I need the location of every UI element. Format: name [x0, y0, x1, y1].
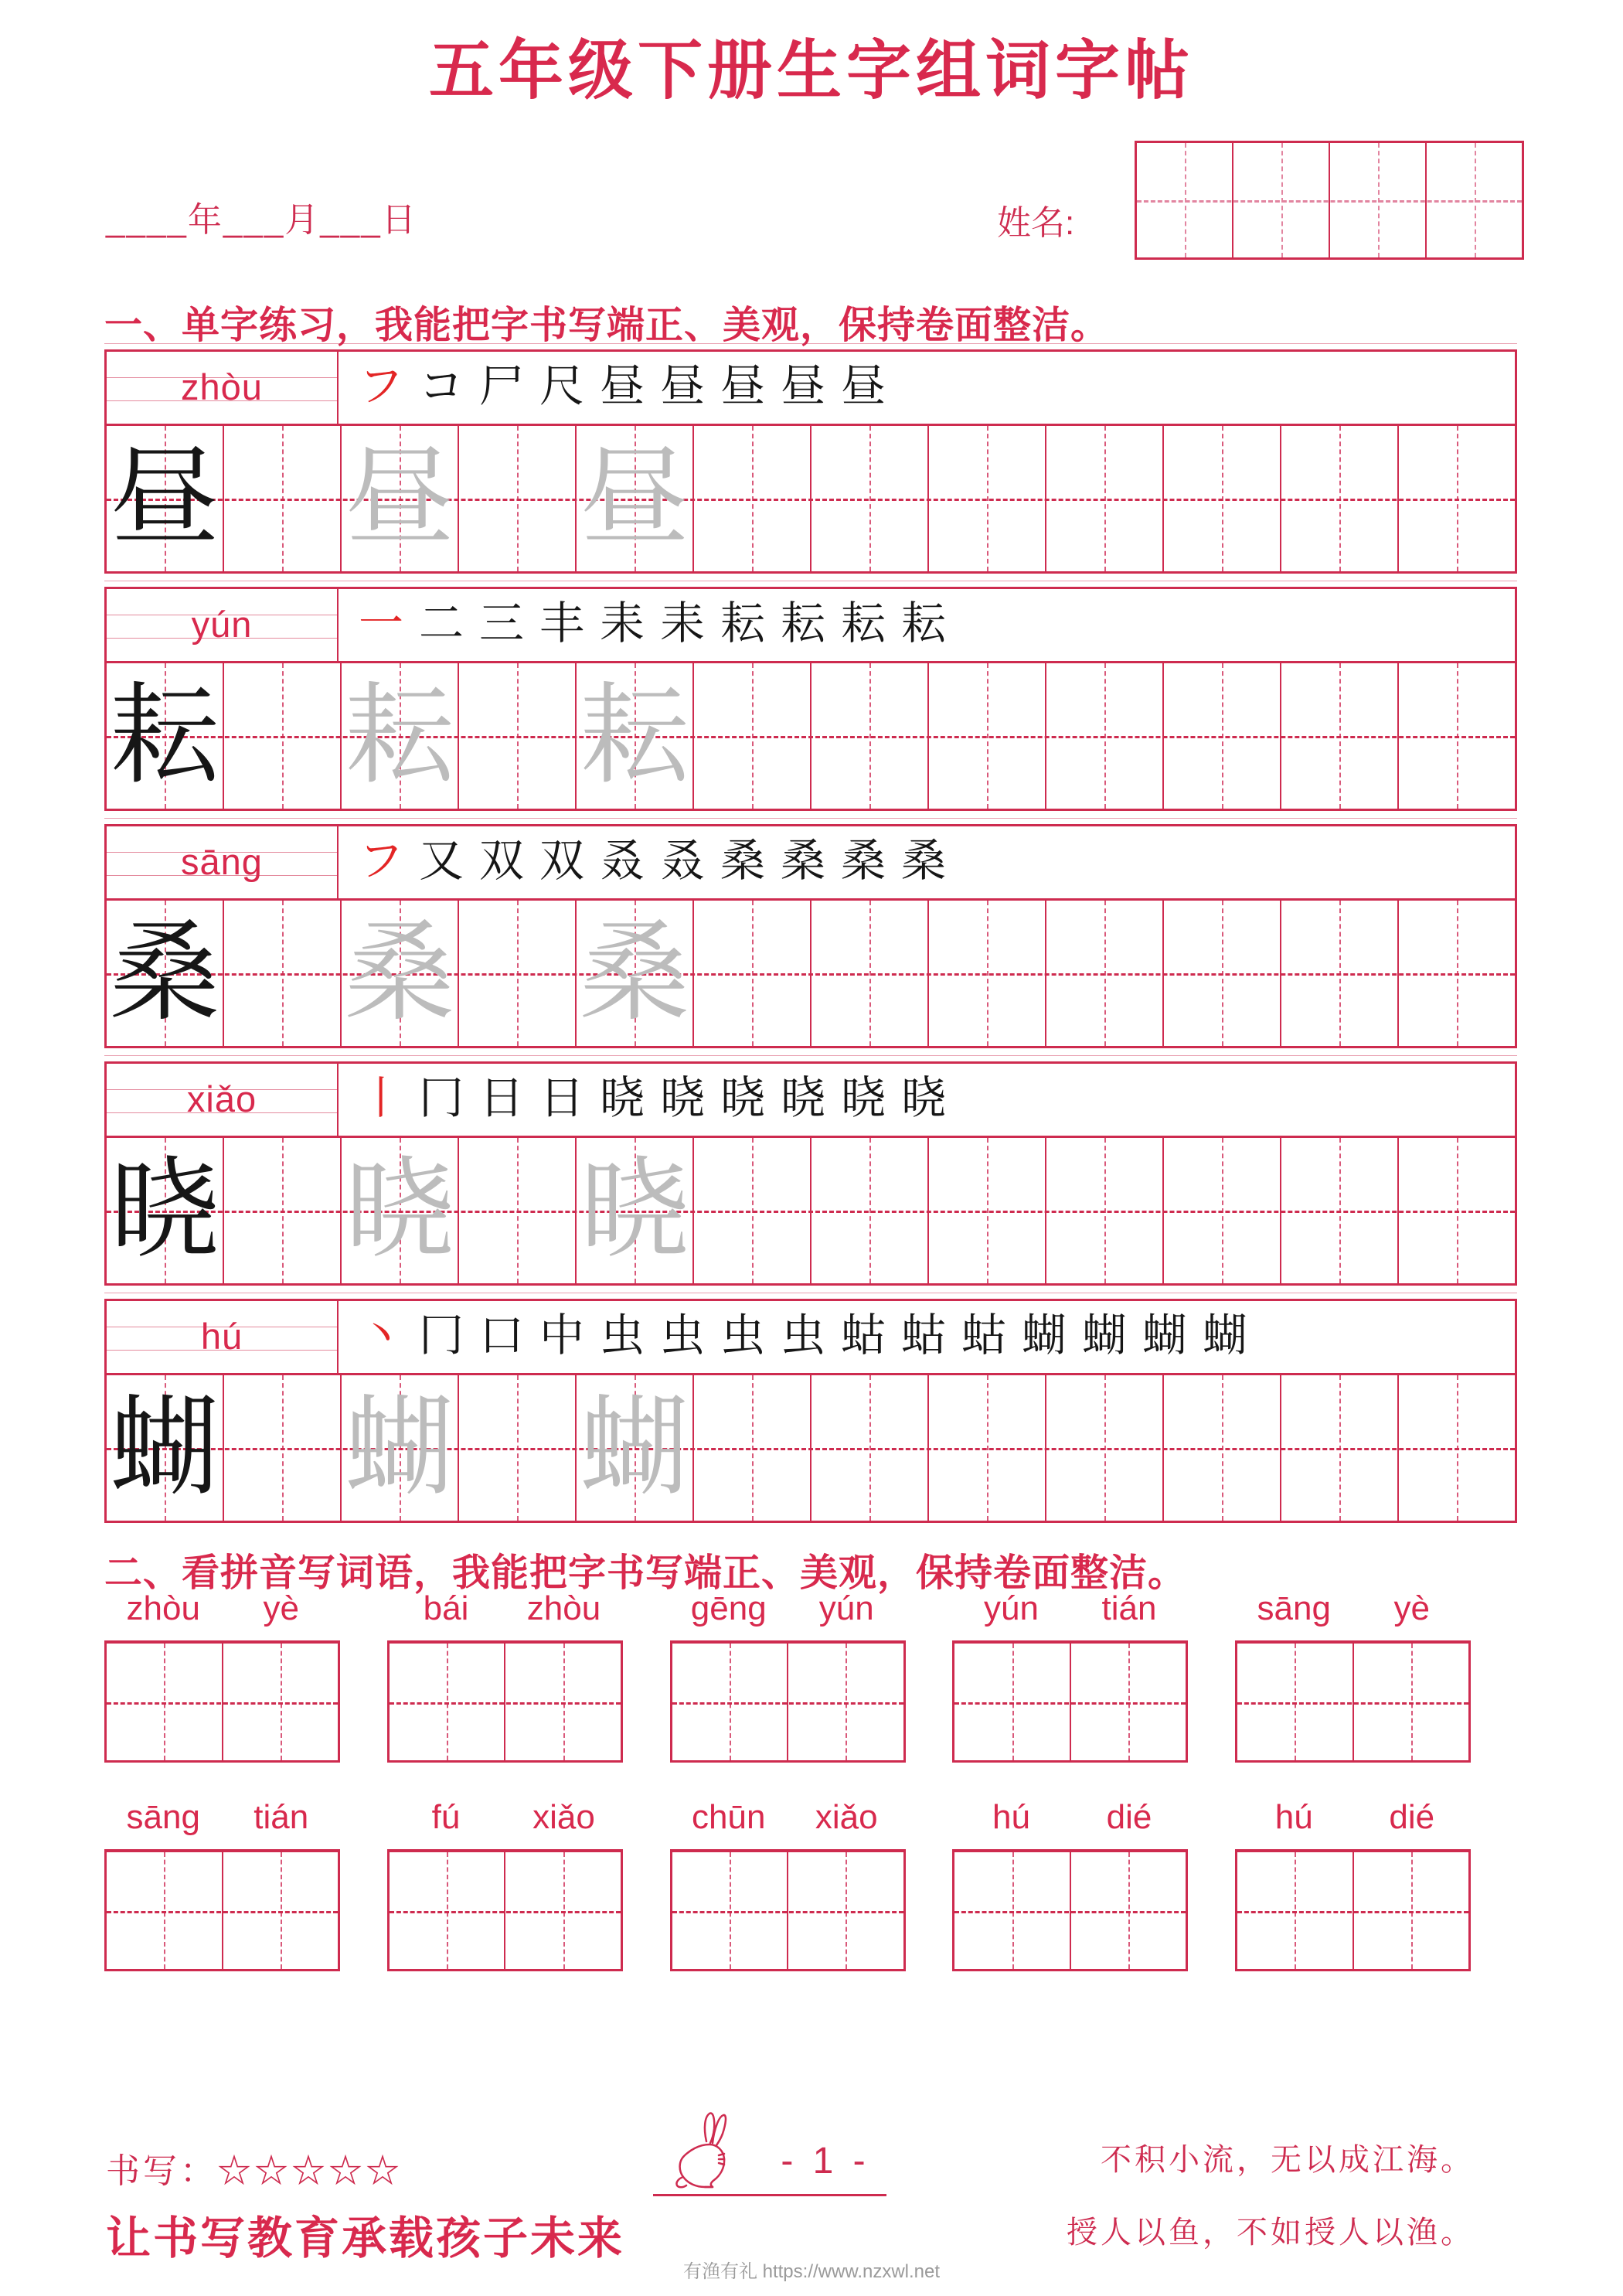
trace-character: 耘	[580, 675, 689, 797]
word-pinyin-group	[952, 1586, 1188, 1631]
word-syllable: yè	[1393, 1589, 1430, 1627]
word-pinyin-group	[1235, 1586, 1471, 1631]
practice-cell[interactable]	[1046, 663, 1164, 809]
stroke-frame: 耒	[599, 598, 645, 649]
word-syllable: hú	[1274, 1798, 1313, 1836]
word-syllable: yè	[263, 1589, 299, 1627]
word-syllable: zhòu	[126, 1589, 200, 1627]
name-grid-cell[interactable]	[1137, 143, 1233, 257]
stroke-frame: 蛄	[900, 1310, 946, 1361]
trace-character: 蝴	[345, 1387, 454, 1509]
section2-heading: 二、看拼音写词语，我能把字书写端正、美观，保持卷面整洁。	[104, 1552, 1187, 1594]
practice-cell[interactable]	[1281, 663, 1399, 809]
pinyin-label: xiǎo	[186, 1078, 257, 1119]
word-syllable: bái	[423, 1589, 469, 1627]
stroke-frame: 虫	[659, 1310, 705, 1361]
practice-cell[interactable]	[1281, 1375, 1399, 1521]
stroke-frame: 尸	[478, 361, 524, 411]
word-syllable: dié	[1389, 1798, 1435, 1836]
name-grid	[1135, 141, 1524, 260]
word-box-group	[104, 1849, 340, 1971]
word-pinyin-group	[670, 1586, 906, 1631]
practice-cell[interactable]	[1164, 901, 1281, 1046]
practice-cell[interactable]	[342, 426, 459, 571]
word-answer-cell[interactable]	[223, 1852, 339, 1969]
practice-cell[interactable]	[459, 901, 577, 1046]
practice-cell[interactable]	[224, 901, 342, 1046]
word-pinyin-group	[1235, 1795, 1471, 1840]
word-answer-cell[interactable]	[954, 1852, 1071, 1969]
practice-cell[interactable]	[107, 426, 224, 571]
word-answer-cell[interactable]	[788, 1852, 903, 1969]
practice-block-xiao	[104, 1055, 1517, 1286]
word-syllable: dié	[1106, 1798, 1152, 1836]
word-answer-cell[interactable]	[223, 1644, 339, 1760]
practice-cell[interactable]	[694, 663, 812, 809]
practice-cell[interactable]	[694, 426, 812, 571]
example-character: 蝴	[110, 1387, 219, 1509]
stroke-frame: 蝴	[1142, 1310, 1187, 1361]
handwriting-rating	[106, 2143, 403, 2192]
stroke-frame: 蝴	[1021, 1310, 1067, 1361]
stroke-frame: 双	[478, 836, 524, 886]
word-answer-cell[interactable]	[1237, 1644, 1354, 1760]
word-answer-cell[interactable]	[1071, 1644, 1186, 1760]
footer-slogan: 让书写教育承载孩子未来	[106, 2213, 625, 2264]
trace-character: 蝴	[580, 1387, 689, 1509]
stroke-frame: 蛄	[840, 1310, 886, 1361]
practice-cell[interactable]	[342, 901, 459, 1046]
stroke-frame: 桑	[780, 836, 825, 886]
practice-cell[interactable]	[342, 1138, 459, 1283]
word-pinyin-row-1	[104, 1586, 1471, 1631]
practice-cell[interactable]	[1281, 901, 1399, 1046]
practice-cell[interactable]	[577, 426, 694, 571]
practice-block-hu	[104, 1293, 1517, 1523]
stroke-frame: 虫	[599, 1310, 645, 1361]
practice-block-yun	[104, 581, 1517, 811]
stroke-frame: 双	[539, 836, 584, 886]
practice-cell[interactable]	[812, 1138, 929, 1283]
stroke-order-sequence	[339, 589, 1515, 661]
practice-cell[interactable]	[577, 1138, 694, 1283]
practice-cell[interactable]	[1046, 901, 1164, 1046]
practice-cell[interactable]	[224, 1375, 342, 1521]
stroke-frame: 耘	[840, 598, 886, 649]
practice-cell[interactable]	[224, 663, 342, 809]
word-pinyin-group	[387, 1795, 623, 1840]
stroke-frame: 口	[478, 1310, 524, 1361]
practice-cell[interactable]	[577, 663, 694, 809]
practice-cell[interactable]	[1399, 1138, 1515, 1283]
stroke-frame: 叒	[599, 836, 645, 886]
practice-cell[interactable]	[1164, 1375, 1281, 1521]
pinyin-label: hú	[200, 1316, 243, 1357]
stroke-frame: 又	[418, 836, 464, 886]
word-box-group	[104, 1640, 340, 1763]
word-pinyin-group	[952, 1795, 1188, 1840]
rating-label: 书写：	[106, 2152, 217, 2190]
name-grid-cell[interactable]	[1233, 143, 1330, 257]
pinyin-cell	[107, 589, 339, 661]
word-answer-box	[104, 1640, 340, 1763]
word-box-group	[387, 1640, 623, 1763]
trace-character: 耘	[345, 675, 454, 797]
word-answer-box	[387, 1640, 623, 1763]
stroke-frame: 昼	[840, 361, 886, 411]
word-answer-cell[interactable]	[505, 1852, 621, 1969]
word-answer-box	[1235, 1849, 1471, 1971]
word-answer-box	[387, 1849, 623, 1971]
stroke-frame: 三	[478, 598, 524, 649]
word-pinyin-row-2	[104, 1795, 1471, 1840]
practice-cell[interactable]	[929, 1138, 1046, 1283]
stroke-frame: 丨	[358, 1073, 403, 1123]
practice-cell[interactable]	[1399, 1375, 1515, 1521]
word-syllable: zhòu	[526, 1589, 601, 1627]
word-boxes-row-1	[104, 1640, 1471, 1763]
stroke-frame: 晓	[659, 1073, 705, 1123]
footer-quote-2: 授人以鱼，不如授人以渔。	[1067, 2215, 1475, 2250]
word-box-group	[1235, 1640, 1471, 1763]
stroke-order-sequence	[339, 1064, 1515, 1136]
stroke-frame: 虫	[720, 1310, 765, 1361]
practice-cell[interactable]	[1164, 1138, 1281, 1283]
practice-cell[interactable]	[812, 426, 929, 571]
stroke-frame: 蛄	[961, 1310, 1006, 1361]
word-answer-cell[interactable]	[672, 1852, 789, 1969]
practice-cell[interactable]	[107, 1375, 224, 1521]
pinyin-stroke-band	[107, 826, 1515, 901]
word-answer-box	[104, 1849, 340, 1971]
word-answer-box	[952, 1849, 1188, 1971]
stroke-frame: 晓	[840, 1073, 886, 1123]
stroke-frame: 尺	[539, 361, 584, 411]
stroke-frame: 耒	[659, 598, 705, 649]
character-practice-blocks	[104, 343, 1517, 1530]
pinyin-label: yún	[191, 604, 253, 645]
word-answer-cell[interactable]	[390, 1852, 506, 1969]
practice-cell[interactable]	[1046, 426, 1164, 571]
example-character: 昼	[110, 438, 219, 560]
pinyin-label: zhòu	[181, 366, 263, 407]
practice-cell[interactable]	[459, 426, 577, 571]
practice-cell[interactable]	[224, 1138, 342, 1283]
word-answer-cell[interactable]	[954, 1644, 1071, 1760]
word-syllable: tián	[253, 1798, 309, 1836]
word-syllable: sāng	[126, 1798, 200, 1836]
word-answer-cell[interactable]	[1354, 1852, 1469, 1969]
stroke-frame: フ	[358, 836, 403, 886]
practice-cell[interactable]	[694, 1138, 812, 1283]
word-syllable: xiǎo	[815, 1798, 878, 1836]
word-syllable: gēng	[690, 1589, 767, 1627]
stroke-frame: 昼	[720, 361, 765, 411]
stroke-frame: フ	[358, 361, 403, 411]
word-syllable: xiǎo	[532, 1798, 595, 1836]
word-syllable: tián	[1101, 1589, 1157, 1627]
practice-cell[interactable]	[577, 901, 694, 1046]
word-answer-box	[952, 1640, 1188, 1763]
section1-heading: 一、单字练习，我能把字书写端正、美观，保持卷面整洁。	[104, 305, 1110, 346]
practice-cell[interactable]	[342, 663, 459, 809]
pinyin-cell	[107, 1064, 339, 1136]
stroke-frame: 日	[539, 1073, 584, 1123]
practice-grid	[107, 901, 1515, 1046]
practice-cell[interactable]	[694, 901, 812, 1046]
trace-character: 晓	[580, 1150, 689, 1272]
stroke-frame: 昼	[780, 361, 825, 411]
stroke-frame: 耘	[900, 598, 946, 649]
trace-character: 桑	[345, 912, 454, 1034]
practice-cell[interactable]	[929, 426, 1046, 571]
name-grid-cell[interactable]	[1330, 143, 1427, 257]
word-answer-cell[interactable]	[1071, 1852, 1186, 1969]
word-answer-cell[interactable]	[107, 1852, 223, 1969]
practice-cell[interactable]	[929, 1375, 1046, 1521]
word-answer-cell[interactable]	[672, 1644, 789, 1760]
word-syllable: chūn	[692, 1798, 766, 1836]
stroke-frame: 晓	[720, 1073, 765, 1123]
practice-cell[interactable]	[1046, 1138, 1164, 1283]
word-box-group	[1235, 1849, 1471, 1971]
word-box-group	[952, 1640, 1188, 1763]
word-answer-box	[1235, 1640, 1471, 1763]
word-answer-cell[interactable]	[107, 1644, 223, 1760]
practice-cell[interactable]	[459, 1138, 577, 1283]
practice-cell[interactable]	[812, 1375, 929, 1521]
rating-stars: ☆☆☆☆☆	[217, 2152, 403, 2190]
stroke-frame: 耘	[780, 598, 825, 649]
stroke-frame: 日	[478, 1073, 524, 1123]
practice-grid	[107, 1375, 1515, 1521]
stroke-order-sequence	[339, 826, 1515, 898]
trace-character: 桑	[580, 912, 689, 1034]
stroke-frame: 桑	[720, 836, 765, 886]
stroke-frame: 晓	[900, 1073, 946, 1123]
practice-grid	[107, 426, 1515, 571]
page-number: - 1 -	[781, 2141, 870, 2182]
practice-cell[interactable]	[1281, 426, 1399, 571]
stroke-frame: 桑	[840, 836, 886, 886]
stroke-frame: 叒	[659, 836, 705, 886]
page-number-underline	[653, 2194, 886, 2196]
word-answer-box	[670, 1640, 906, 1763]
practice-cell[interactable]	[224, 426, 342, 571]
practice-cell[interactable]	[459, 1375, 577, 1521]
practice-cell[interactable]	[342, 1375, 459, 1521]
practice-cell[interactable]	[1399, 663, 1515, 809]
example-character: 晓	[110, 1150, 219, 1272]
stroke-order-sequence	[339, 352, 1515, 424]
stroke-frame: 昼	[599, 361, 645, 411]
stroke-order-sequence	[339, 1301, 1515, 1373]
practice-cell[interactable]	[107, 663, 224, 809]
practice-cell[interactable]	[459, 663, 577, 809]
word-answer-cell[interactable]	[788, 1644, 903, 1760]
practice-cell[interactable]	[577, 1375, 694, 1521]
pinyin-cell	[107, 352, 339, 424]
word-box-group	[387, 1849, 623, 1971]
footer-quote-1: 不积小流，无以成江海。	[1101, 2142, 1475, 2177]
trace-character: 昼	[345, 438, 454, 560]
word-answer-cell[interactable]	[505, 1644, 621, 1760]
stroke-frame: 冂	[418, 1073, 464, 1123]
word-syllable: yún	[818, 1589, 874, 1627]
practice-cell[interactable]	[1164, 663, 1281, 809]
stroke-frame: 二	[418, 598, 464, 649]
word-answer-cell[interactable]	[390, 1644, 506, 1760]
word-box-group	[670, 1640, 906, 1763]
word-answer-cell[interactable]	[1237, 1852, 1354, 1969]
word-pinyin-group	[104, 1586, 340, 1631]
practice-cell[interactable]	[107, 1138, 224, 1283]
stroke-frame: 一	[358, 598, 403, 649]
stroke-frame: 耘	[720, 598, 765, 649]
stroke-frame: 蝴	[1081, 1310, 1127, 1361]
example-character: 桑	[110, 912, 219, 1034]
stroke-frame: 中	[539, 1310, 584, 1361]
word-box-group	[952, 1849, 1188, 1971]
stroke-frame: 晓	[780, 1073, 825, 1123]
stroke-frame: 晓	[599, 1073, 645, 1123]
word-syllable: fú	[431, 1798, 461, 1836]
word-box-group	[670, 1849, 906, 1971]
practice-grid	[107, 663, 1515, 809]
practice-cell[interactable]	[1046, 1375, 1164, 1521]
practice-cell[interactable]	[1399, 426, 1515, 571]
practice-cell[interactable]	[929, 663, 1046, 809]
site-watermark: 有渔有礼 https://www.nzxwl.net	[682, 2261, 941, 2282]
stroke-frame: 冂	[418, 1310, 464, 1361]
word-answer-box	[670, 1849, 906, 1971]
practice-cell[interactable]	[812, 901, 929, 1046]
practice-cell[interactable]	[929, 901, 1046, 1046]
practice-cell[interactable]	[1164, 426, 1281, 571]
page-title: 五年级下册生字组词字帖	[428, 34, 1194, 107]
trace-character: 晓	[345, 1150, 454, 1272]
pinyin-cell	[107, 826, 339, 898]
practice-cell[interactable]	[107, 901, 224, 1046]
practice-grid	[107, 1138, 1515, 1283]
stroke-frame: 蝴	[1202, 1310, 1247, 1361]
word-boxes-row-2	[104, 1849, 1471, 1971]
practice-cell[interactable]	[812, 663, 929, 809]
stroke-frame: 丰	[539, 598, 584, 649]
word-syllable: yún	[984, 1589, 1039, 1627]
pinyin-label: sāng	[181, 841, 263, 882]
pinyin-stroke-band	[107, 1301, 1515, 1375]
word-answer-cell[interactable]	[1354, 1644, 1469, 1760]
word-pinyin-group	[104, 1795, 340, 1840]
practice-cell[interactable]	[694, 1375, 812, 1521]
stroke-frame: コ	[418, 361, 464, 411]
pinyin-stroke-band	[107, 589, 1515, 663]
trace-character: 昼	[580, 438, 689, 560]
practice-block-sang	[104, 818, 1517, 1048]
word-pinyin-group	[387, 1586, 623, 1631]
example-character: 耘	[110, 675, 219, 797]
date-blanks[interactable]: ____年___月___日	[106, 201, 417, 239]
pinyin-stroke-band	[107, 1064, 1515, 1138]
name-label: 姓名:	[997, 204, 1075, 242]
practice-cell[interactable]	[1399, 901, 1515, 1046]
practice-block-zhou	[104, 343, 1517, 574]
word-pinyin-group	[670, 1795, 906, 1840]
rabbit-icon	[658, 2110, 748, 2192]
stroke-frame: 桑	[900, 836, 946, 886]
word-syllable: sāng	[1257, 1589, 1331, 1627]
word-syllable: hú	[992, 1798, 1030, 1836]
pinyin-cell	[107, 1301, 339, 1373]
name-grid-cell[interactable]	[1427, 143, 1522, 257]
stroke-frame: 昼	[659, 361, 705, 411]
stroke-frame: 丶	[358, 1310, 403, 1361]
pinyin-stroke-band	[107, 352, 1515, 426]
stroke-frame: 虫	[780, 1310, 825, 1361]
practice-cell[interactable]	[1281, 1138, 1399, 1283]
